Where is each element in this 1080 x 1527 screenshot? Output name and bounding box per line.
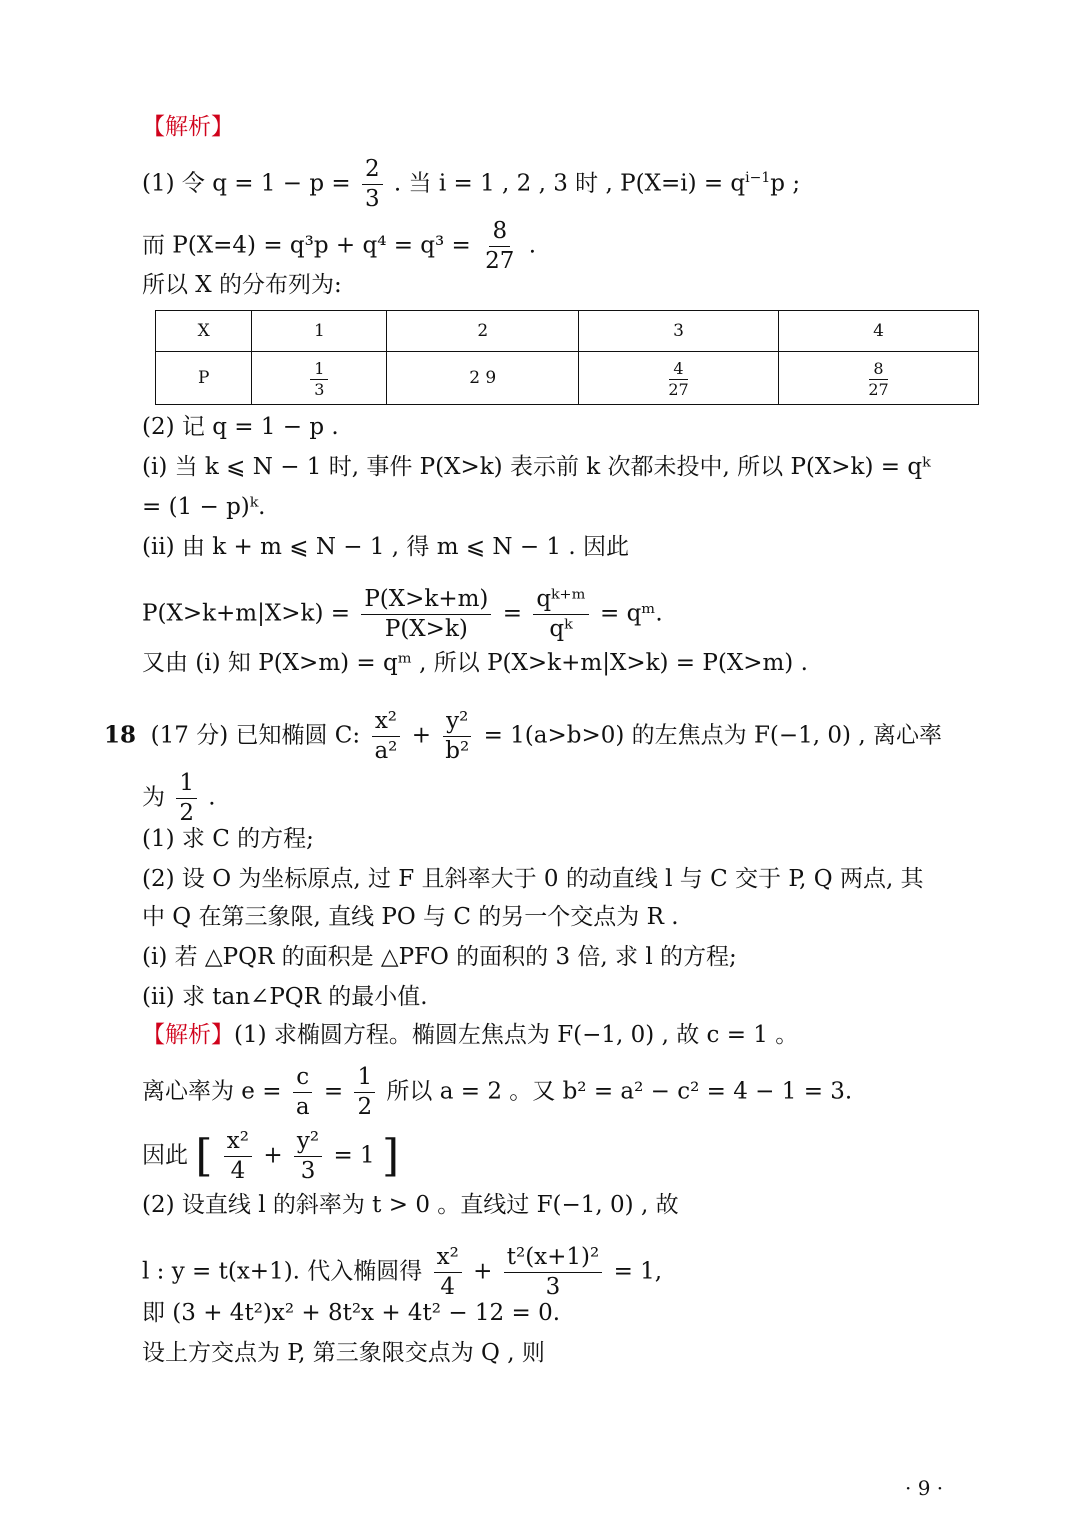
page-number: · 9 · [905, 1476, 944, 1500]
table-cell: 4 [779, 311, 979, 352]
table-cell: P [156, 352, 252, 405]
solution-line-6: = (1 − p)ᵏ. [142, 494, 266, 520]
solution-line-4: (2) 记 q = 1 − p . [142, 414, 339, 440]
solution-line-1: (1) 令 q = 1 − p = $\frac{2}{3}$ . 当 i = 1 , 2 , 3 时 , $P(X=i) = q^{i-1}p$ ; [142, 156, 801, 212]
solution-18-line-7: 设上方交点为 P, 第三象限交点为 Q , 则 [142, 1340, 545, 1366]
solution-line-7: (ii) 由 k + m ⩽ N − 1 , 得 m ⩽ N − 1 . 因此 [142, 534, 629, 560]
solution-18-line-4: (2) 设直线 l 的斜率为 t > 0 。直线过 F(−1, 0) , 故 [142, 1192, 679, 1218]
solution-line-2: 而 P(X=4) = q³p + q⁴ = q³ = $\frac{8}{27}$ . [142, 218, 537, 274]
solution-18-line-6: 即 (3 + 4t²)x² + 8t²x + 4t² − 12 = 0. [142, 1300, 561, 1326]
solution-line-9: 又由 (i) 知 P(X>m) = qᵐ , 所以 P(X>k+m|X>k) = P(X>m) . [142, 650, 808, 676]
distribution-table [155, 310, 979, 405]
solution-line-8: P(X>k+m|X>k) = $\frac{P(X>k+m)}{P(X>k)}$ = $\frac{\text{qᵏ⁺ᵐ}}{\text{qᵏ}}$ = qᵐ. [142, 586, 663, 642]
table-cell: 2 [387, 311, 579, 352]
solution-18-line-5: l : y = t(x+1). 代入椭圆得 $\frac{\text{x²}}{4}$ + $\frac{\text{t²(x+1)²}}{3}$ = 1, [142, 1244, 663, 1300]
question-18-part-ii: (ii) 求 tan∠PQR 的最小值. [142, 984, 428, 1010]
table-row [156, 352, 979, 405]
distribution-intro: 所以 X 的分布列为: [142, 272, 342, 298]
solution-18-line-3: 因此 [ $\frac{\text{x²}}{4}$ + $\frac{\text{y²}}{3}$ = 1 ] [142, 1128, 400, 1184]
solution-18-line-1: 【解析】(1) 求椭圆方程。椭圆左焦点为 F(−1, 0) , 故 c = 1 。 [142, 1022, 799, 1048]
question-18-part-i: (i) 若 △PQR 的面积是 △PFO 的面积的 3 倍, 求 l 的方程; [142, 944, 737, 970]
solution-header: 【解析】 [142, 1022, 234, 1048]
solution-header: 【解析】 [142, 114, 234, 140]
table-cell: 3 [579, 311, 779, 352]
solution-18-line-2: 离心率为 e = $\frac{c}{a}$ = $\frac{1}{2}$ 所以 a = 2 。又 b² = a² − c² = 4 − 1 = 3. [142, 1064, 853, 1120]
question-18-line-1: 18 (17 分) 已知椭圆 C: $\frac{\text{x²}}{\text{a²}}$ + $\frac{\text{y²}}{\text{b²}}$ = 1(a>b>0) 的左焦点为 F(−1, 0) , 离心率 [104, 708, 942, 764]
table-cell: $\frac{4}{27}$ [579, 352, 779, 405]
question-number: 18 [104, 721, 137, 749]
question-18-part-2a: (2) 设 O 为坐标原点, 过 F 且斜率大于 0 的动直线 l 与 C 交于 P, Q 两点, 其 [142, 866, 924, 892]
fraction-eight-27: $\frac{8}{27}$ [485, 218, 515, 274]
table-cell: 1 [252, 311, 387, 352]
fraction-conditional: $\frac{P(X>k+m)}{P(X>k)}$ [361, 588, 491, 641]
table-row [156, 311, 979, 352]
fraction-two-thirds: $\frac{2}{3}$ [362, 158, 383, 211]
table-cell: $\frac{1}{3}$ [252, 352, 387, 405]
fraction-q-power: $\frac{\text{qᵏ⁺ᵐ}}{\text{qᵏ}}$ [533, 588, 588, 641]
question-18-line-2: 为 $\frac{1}{2}$ . [142, 770, 216, 826]
table-cell: 2 9 [387, 352, 579, 405]
question-18-part-1: (1) 求 C 的方程; [142, 826, 314, 852]
table-cell: $\frac{8}{27}$ [779, 352, 979, 405]
question-18-part-2b: 中 Q 在第三象限, 直线 PO 与 C 的另一个交点为 R . [142, 904, 679, 930]
solution-line-5: (i) 当 k ⩽ N − 1 时, 事件 P(X>k) 表示前 k 次都未投中, 所以 P(X>k) = qᵏ [142, 454, 931, 480]
table-cell: X [156, 311, 252, 352]
